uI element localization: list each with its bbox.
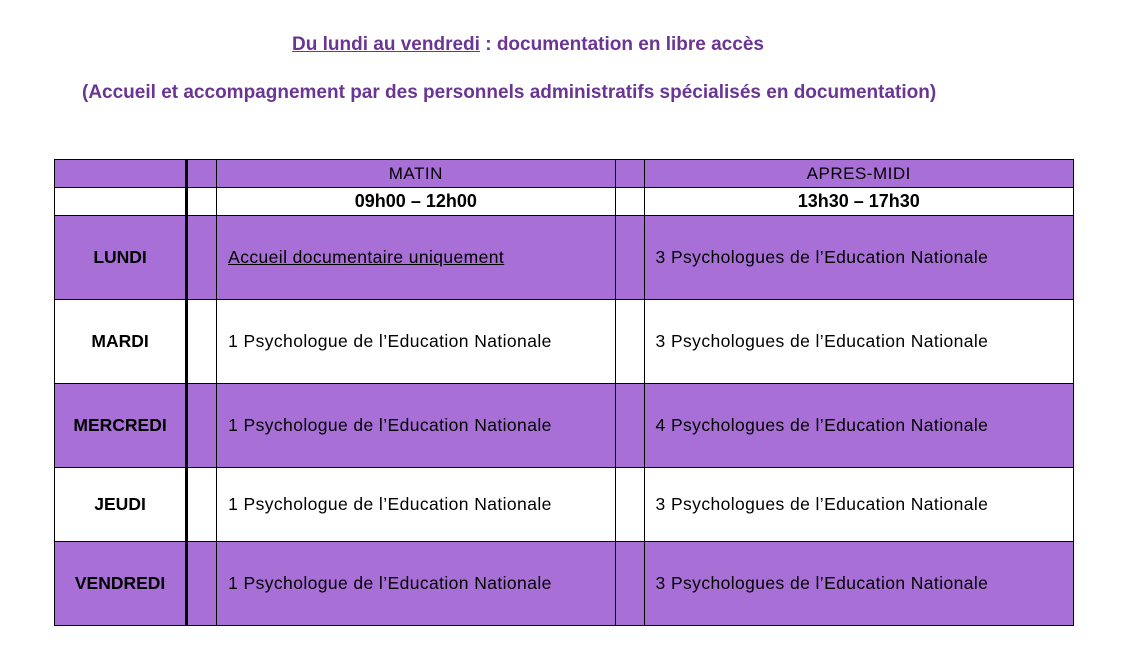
header-gap-cell [187,160,217,188]
column-header-morning: MATIN [217,160,615,188]
header-day-cell [55,160,187,188]
hours-day-cell [55,188,187,216]
gap-cell [615,468,644,542]
morning-cell: 1 Psychologue de l’Education Nationale [217,468,615,542]
hours-afternoon: 13h30 – 17h30 [644,188,1073,216]
day-label: JEUDI [55,468,187,542]
afternoon-cell: 3 Psychologues de l’Education Nationale [644,216,1073,300]
column-header-afternoon: APRES-MIDI [644,160,1073,188]
page-subheading: (Accueil et accompagnement par des personnels administratifs spécialisés en documentation) [82,82,937,103]
gap-cell [615,216,644,300]
morning-cell: 1 Psychologue de l’Education Nationale [217,542,615,626]
schedule-table [54,159,1074,626]
morning-text: Accueil documentaire uniquement [228,247,505,267]
morning-cell: 1 Psychologue de l’Education Nationale [217,384,615,468]
gap-cell [187,384,217,468]
table-row [55,542,1074,626]
gap-cell [187,468,217,542]
afternoon-cell: 3 Psychologues de l’Education Nationale [644,468,1073,542]
hours-row [55,188,1074,216]
afternoon-cell: 3 Psychologues de l’Education Nationale [644,542,1073,626]
page-heading [0,34,1056,56]
header-gap-cell [615,160,644,188]
morning-cell: 1 Psychologue de l’Education Nationale [217,300,615,384]
hours-morning: 09h00 – 12h00 [217,188,615,216]
gap-cell [187,216,217,300]
gap-cell [615,542,644,626]
morning-cell [217,216,615,300]
heading-underlined: Du lundi au vendredi [292,34,480,55]
hours-gap-cell [615,188,644,216]
hours-gap-cell [187,188,217,216]
day-label: VENDREDI [55,542,187,626]
table-row [55,384,1074,468]
day-label: MARDI [55,300,187,384]
table-row [55,468,1074,542]
gap-cell [187,300,217,384]
header-row [55,160,1074,188]
table-row [55,216,1074,300]
afternoon-cell: 3 Psychologues de l’Education Nationale [644,300,1073,384]
gap-cell [615,300,644,384]
heading-rest: : documentation en libre accès [479,34,764,55]
gap-cell [615,384,644,468]
gap-cell [187,542,217,626]
table-row [55,300,1074,384]
day-label: LUNDI [55,216,187,300]
day-label: MERCREDI [55,384,187,468]
afternoon-cell: 4 Psychologues de l’Education Nationale [644,384,1073,468]
